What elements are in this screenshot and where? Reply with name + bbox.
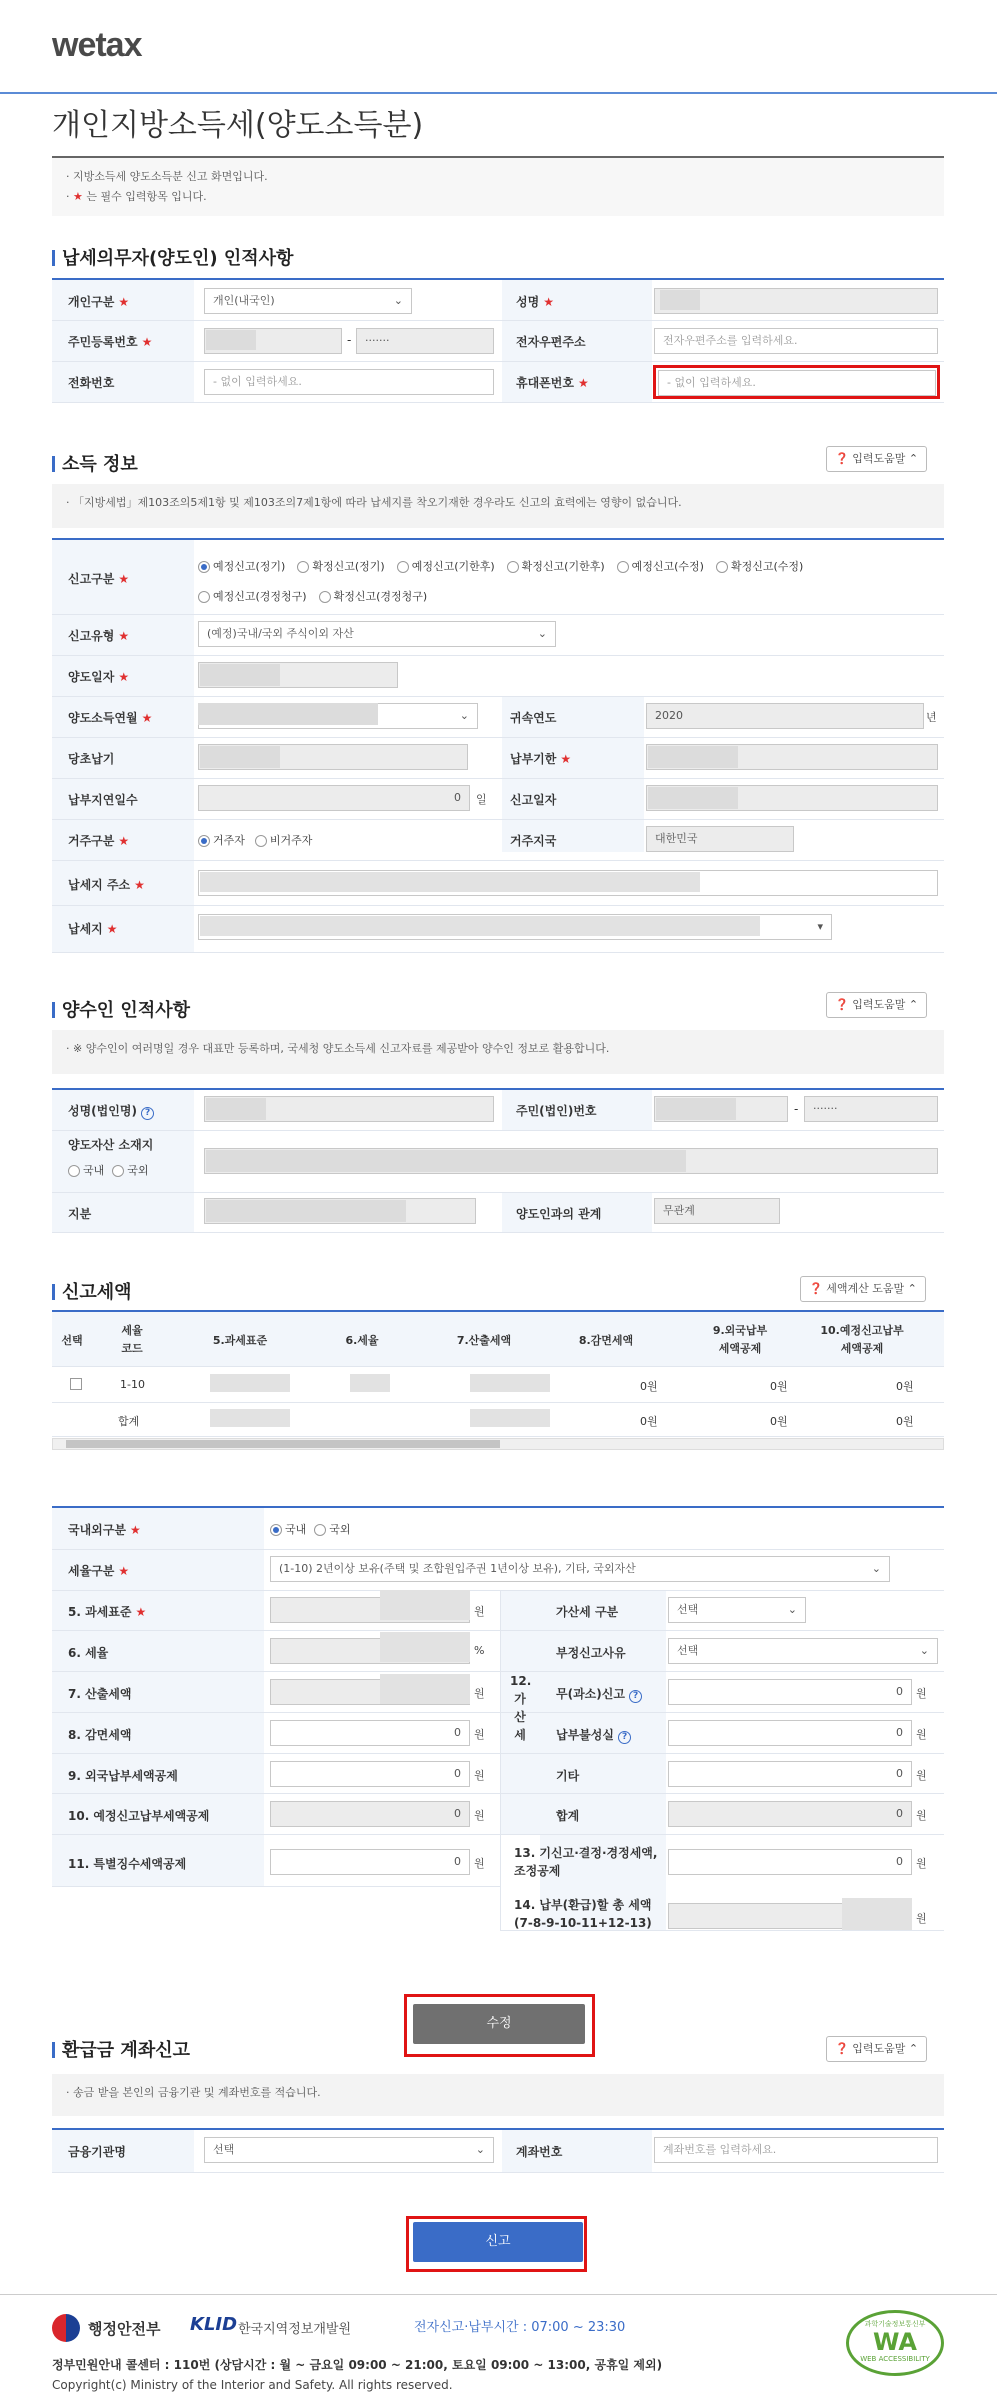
location-label: 양도자산 소재지 [68, 1138, 154, 1152]
mobile-label: 휴대폰번호 ★ [516, 376, 589, 390]
noreport-label: 무(과소)신고 ? [556, 1685, 642, 1703]
transferee-section-title: 양수인 인적사항 [52, 996, 190, 1022]
bank-select[interactable]: 선택 ⌄ [204, 2137, 494, 2163]
th-reduce: 8.감면세액 [578, 1334, 634, 1347]
intro-notice: · 지방소득세 양도소득분 신고 화면입니다. · ★ 는 필수 입력항목 입니다. [52, 158, 944, 216]
residence-label: 거주구분 ★ [68, 834, 130, 848]
base-label: 5. 과세표준 ★ [68, 1605, 147, 1619]
income-notice: · 「지방세법」제103조의5제1항 및 제103조의7제1항에 따라 납세지를 착오기재한 경우라도 신고의 효력에는 영향이 없습니다. [52, 484, 944, 528]
residence-country-label: 거주지국 [510, 834, 557, 848]
klid-name: 한국지역정보개발원 [238, 2322, 352, 2337]
taxplace-label: 납세지 ★ [68, 922, 118, 936]
bank-label: 금융기관명 [68, 2145, 126, 2159]
sum-field[interactable]: 0 [668, 1801, 912, 1827]
row-checkbox[interactable] [70, 1378, 82, 1390]
reduce8-label: 8. 감면세액 [68, 1728, 132, 1742]
transfer-month-select[interactable]: ⌄ [198, 703, 478, 729]
transfer-date-label: 양도일자 ★ [68, 670, 130, 684]
report-radio-0[interactable]: 예정신고(정기) [198, 560, 285, 573]
klid-logo: KLID [190, 2314, 238, 2335]
add12-label: 12. 가 산 세 [510, 1674, 532, 1742]
add-type-label: 가산세 구분 [556, 1605, 619, 1619]
nopay-label: 납부불성실 ? [556, 1726, 631, 1744]
calc7-label: 7. 산출세액 [68, 1687, 132, 1701]
income-help-button[interactable]: ❓ 입력도움말 ⌃ [826, 446, 927, 472]
refund-section-title: 환급금 계좌신고 [52, 2036, 190, 2062]
noreport-input[interactable]: 0 [668, 1679, 912, 1705]
report-type-label: 신고구분 ★ [68, 572, 130, 586]
th-tax-base: 5.과세표준 [212, 1334, 268, 1347]
account-input[interactable]: 계좌번호를 입력하세요. [654, 2137, 938, 2163]
info-icon[interactable]: ? [141, 1107, 154, 1120]
th-select: 선택 [61, 1334, 83, 1347]
th-rate: 6.세율 [345, 1334, 379, 1347]
rate-type-select[interactable]: (1-10) 2년이상 보유(주택 및 조합원입주권 1년이상 보유), 기타, 국외자산 ⌄ [270, 1556, 890, 1582]
other-input[interactable]: 0 [668, 1761, 912, 1787]
sum-label: 합계 [556, 1809, 580, 1823]
total14-label: 14. 납부(환급)할 총 세액 (7-8-9-10-11+12-13) [514, 1898, 652, 1930]
info-icon[interactable]: ? [618, 1731, 631, 1744]
report-type-radios[interactable]: 예정신고(정기) 확정신고(정기) 예정신고(기한후) 확정신고(기한후) 예정신고(수정) 확정신고(수정) 예정신고(경정청구) 확정신고(경정청구) [198, 552, 938, 612]
mois-logo-icon [52, 2314, 80, 2342]
transferee-rrn-label: 주민(법인)번호 [516, 1104, 597, 1118]
filing-hours: 전자신고·납부시간 : 07:00 ~ 23:30 [414, 2320, 626, 2335]
adj13-label: 13. 기신고·결정·경정세액, 조정공제 [514, 1846, 658, 1878]
year-label: 귀속연도 [510, 711, 557, 725]
type-select[interactable]: 개인(내국인) ⌄ [204, 288, 412, 314]
row-code: 1-10 [120, 1378, 145, 1391]
residence-country-field[interactable]: 대한민국 [646, 826, 794, 852]
refund-notice: · 송금 받을 본인의 금융기관 및 계좌번호를 적습니다. [52, 2074, 944, 2116]
total-label: 합계 [118, 1415, 140, 1428]
relation-field[interactable]: 무관계 [654, 1198, 780, 1224]
relation-label: 양도인과의 관계 [516, 1207, 602, 1221]
unfair-label: 부정신고사유 [556, 1646, 626, 1660]
info-icon[interactable]: ? [629, 1690, 642, 1703]
submit-button[interactable]: 신고 [413, 2222, 583, 2262]
unfair-select[interactable]: 선택 ⌄ [668, 1638, 938, 1664]
transferee-name-label: 성명(법인명) ? [68, 1102, 154, 1120]
year-field[interactable]: 2020 [646, 703, 924, 729]
residence-radios[interactable]: 거주자 비거주자 [198, 832, 312, 848]
refund-help-button[interactable]: ❓ 입력도움말 ⌃ [826, 2036, 927, 2062]
phone-input[interactable]: - 없이 입력하세요. [204, 369, 494, 395]
callcenter-info: 정부민원안내 콜센터 : 110번 (상담시간 : 월 ~ 금요일 09:00 ~ 21:00, 토요일 09:00 ~ 13:00, 공휴일 제외) [52, 2358, 663, 2372]
paid-label: 당초납기 [68, 752, 115, 766]
domestic-label: 국내외구분 ★ [68, 1523, 141, 1537]
transfer-month-label: 양도소득연월 ★ [68, 711, 153, 725]
scrollbar-thumb[interactable] [66, 1440, 500, 1448]
special11-label: 11. 특별징수세액공제 [68, 1857, 187, 1871]
other-label: 기타 [556, 1769, 580, 1783]
web-accessibility-mark: 과학기술정보통신부 WA WEB ACCESSIBILITY [846, 2310, 944, 2376]
taxplace-select[interactable]: ▾ [198, 914, 832, 940]
phone-label: 전화번호 [68, 376, 115, 390]
location-radios[interactable]: 국내 국외 [68, 1162, 149, 1178]
th-prepay: 10.예정신고납부 세액공제 [820, 1324, 904, 1355]
report-date-label: 신고일자 [510, 793, 557, 807]
name-label: 성명 ★ [516, 295, 554, 309]
report-kind-select[interactable]: (예정)국내/국외 주식이외 자산 ⌄ [198, 621, 556, 647]
tax-help-button[interactable]: ❓ 세액계산 도움말 ⌃ [800, 1276, 926, 1302]
copyright: Copyright(c) Ministry of the Interior and Safety. All rights reserved. [52, 2378, 453, 2392]
adj13-input[interactable]: 0 [668, 1849, 912, 1875]
foreign9-label: 9. 외국납부세액공제 [68, 1769, 178, 1783]
delay-field[interactable]: 0 [198, 785, 470, 811]
th-foreign: 9.외국납부 세액공제 [712, 1324, 768, 1355]
mobile-highlight [653, 365, 940, 399]
mobile-input[interactable]: - 없이 입력하세요. [658, 370, 936, 396]
domestic-radios[interactable]: 국내 국외 [270, 1521, 351, 1537]
address-label: 납세지 주소 ★ [68, 878, 145, 892]
add-type-select[interactable]: 선택 ⌄ [668, 1597, 806, 1623]
tax-amount-section-title: 신고세액 [52, 1278, 132, 1304]
page-title: 개인지방소득세(양도소득분) [52, 108, 424, 143]
reduce8-input[interactable]: 0 [270, 1720, 470, 1746]
th-rate-code: 세율 코드 [121, 1324, 143, 1355]
due-label: 납부기한 ★ [510, 752, 572, 766]
rrn-label: 주민등록번호 ★ [68, 335, 153, 349]
foreign9-input[interactable]: 0 [270, 1761, 470, 1787]
nopay-input[interactable]: 0 [668, 1720, 912, 1746]
logo[interactable]: wetax [52, 26, 142, 64]
share-label: 지분 [68, 1207, 92, 1221]
transferee-help-button[interactable]: ❓ 입력도움말 ⌃ [826, 992, 927, 1018]
type-label: 개인구분 ★ [68, 295, 130, 309]
income-section-title: 소득 정보 [52, 450, 138, 476]
transferee-notice: · ※ 양수인이 여러명일 경우 대표만 등록하며, 국세청 양도소득세 신고자료를 제공받아 양수인 정보로 활용합니다. [52, 1030, 944, 1074]
prepay10-label: 10. 예정신고납부세액공제 [68, 1809, 210, 1823]
taxpayer-section-title: 납세의무자(양도인) 인적사항 [52, 244, 293, 270]
rrn-back-field[interactable]: ······· [356, 328, 494, 354]
th-calc-tax: 7.산출세액 [456, 1334, 512, 1347]
report-kind-label: 신고유형 ★ [68, 629, 130, 643]
transferee-rrn-back[interactable]: ······· [804, 1096, 938, 1122]
special11-input[interactable]: 0 [270, 1849, 470, 1875]
mois-name: 행정안전부 [88, 2320, 161, 2338]
email-label: 전자우편주소 [516, 335, 586, 349]
rate6-label: 6. 세율 [68, 1646, 109, 1660]
account-label: 계좌번호 [516, 2145, 563, 2159]
delay-label: 납부지연일수 [68, 793, 138, 807]
prepay10-field[interactable]: 0 [270, 1801, 470, 1827]
rate-type-label: 세율구분 ★ [68, 1564, 130, 1578]
modify-button[interactable]: 수정 [413, 2004, 585, 2044]
email-input[interactable]: 전자우편주소를 입력하세요. [654, 328, 938, 354]
